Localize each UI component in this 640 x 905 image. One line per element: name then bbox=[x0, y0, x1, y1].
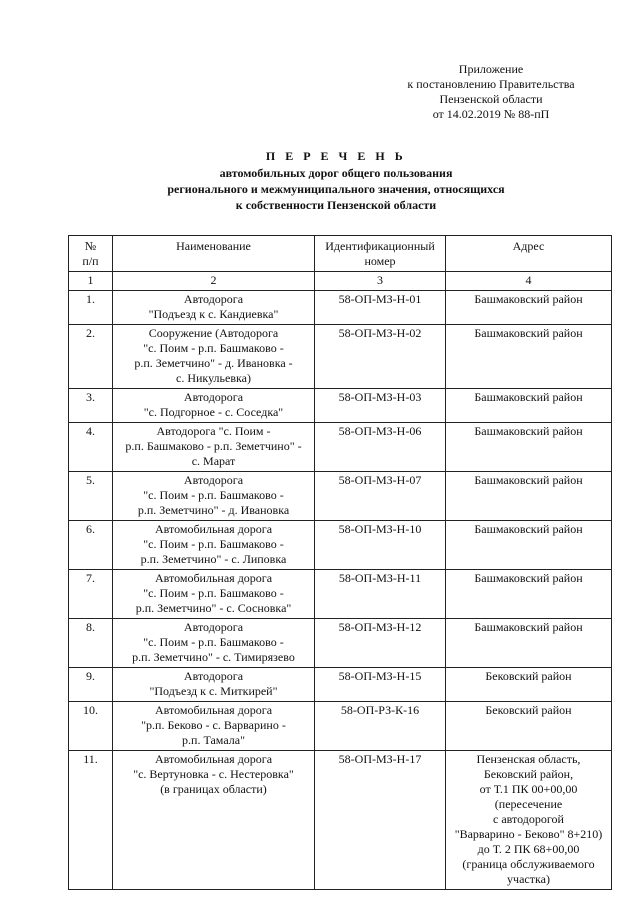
header-name bbox=[113, 236, 315, 272]
road-address-line: Башмаковский район bbox=[474, 424, 583, 438]
column-number: 4 bbox=[446, 272, 612, 291]
appendix-line: Приложение bbox=[458, 62, 524, 76]
road-id: 58-ОП-МЗ-Н-11 bbox=[315, 570, 446, 619]
road-name-line: р.п. Башмаково - р.п. Земетчино" - bbox=[125, 439, 302, 453]
road-id: 58-ОП-МЗ-Н-01 bbox=[315, 291, 446, 325]
road-address bbox=[446, 389, 612, 423]
title-subline: к собственности Пензенской области bbox=[235, 198, 437, 212]
road-name-line: Автомобильная дорога bbox=[154, 522, 273, 536]
road-address-line: Башмаковский район bbox=[474, 326, 583, 340]
road-name-line: "с. Поим - р.п. Башмаково - bbox=[143, 488, 284, 502]
road-address-line: (пересечение bbox=[494, 797, 563, 811]
appendix-line: от 14.02.2019 № 88-пП bbox=[432, 107, 550, 121]
header-line: номер bbox=[364, 254, 396, 268]
column-number: 2 bbox=[113, 272, 315, 291]
column-number-row bbox=[69, 272, 612, 291]
road-address bbox=[446, 521, 612, 570]
road-name bbox=[113, 472, 315, 521]
column-number: 3 bbox=[315, 272, 446, 291]
road-id: 58-ОП-МЗ-Н-10 bbox=[315, 521, 446, 570]
table-row bbox=[69, 668, 612, 702]
road-address-line: участка) bbox=[507, 872, 550, 886]
road-id: 58-ОП-МЗ-Н-12 bbox=[315, 619, 446, 668]
header-line: Идентификационный bbox=[325, 239, 435, 253]
row-number: 4. bbox=[69, 423, 113, 472]
road-name-line: р.п. Земетчино" - с. Сосновка" bbox=[135, 601, 292, 615]
header-id bbox=[315, 236, 446, 272]
road-name bbox=[113, 325, 315, 389]
header-line: п/п bbox=[82, 254, 99, 268]
road-name-line: Автодорога bbox=[183, 669, 244, 683]
road-name-line: "Подъезд к с. Миткирей" bbox=[149, 684, 278, 698]
road-name-line: Автомобильная дорога bbox=[154, 571, 273, 585]
road-address-line: Башмаковский район bbox=[474, 292, 583, 306]
road-address bbox=[446, 423, 612, 472]
road-address bbox=[446, 702, 612, 751]
roads-table bbox=[68, 235, 612, 890]
road-id: 58-ОП-МЗ-Н-07 bbox=[315, 472, 446, 521]
road-address-line: до Т. 2 ПК 68+00,00 bbox=[477, 842, 580, 856]
title-main: П Е Р Е Ч Е Н Ь bbox=[265, 149, 407, 163]
road-name bbox=[113, 702, 315, 751]
road-name-line: р.п. Земетчино" - д. Ивановка - bbox=[134, 356, 293, 370]
road-address-line: Башмаковский район bbox=[474, 390, 583, 404]
road-address bbox=[446, 472, 612, 521]
road-name-line: р.п. Земетчино" - с. Липовка bbox=[140, 552, 287, 566]
road-name-line: "р.п. Беково - с. Варварино - bbox=[141, 718, 286, 732]
road-address-line: "Варварино - Беково" 8+210) bbox=[454, 827, 603, 841]
road-name-line: Автодорога bbox=[183, 292, 244, 306]
road-name bbox=[113, 291, 315, 325]
road-name-line: "с. Вертуновка - с. Нестеровка" bbox=[133, 767, 294, 781]
table-row bbox=[69, 702, 612, 751]
road-id: 58-ОП-МЗ-Н-03 bbox=[315, 389, 446, 423]
road-address bbox=[446, 619, 612, 668]
row-number: 2. bbox=[69, 325, 113, 389]
table-row bbox=[69, 291, 612, 325]
header-line: № bbox=[84, 239, 97, 253]
row-number: 9. bbox=[69, 668, 113, 702]
road-address-line: Бековский район bbox=[485, 703, 572, 717]
table-row bbox=[69, 619, 612, 668]
road-address bbox=[446, 668, 612, 702]
roads-table-body bbox=[69, 291, 612, 890]
row-number: 3. bbox=[69, 389, 113, 423]
road-name-line: Автодорога bbox=[183, 473, 244, 487]
road-address-line: Бековский район bbox=[485, 669, 572, 683]
header-number bbox=[69, 236, 113, 272]
road-name bbox=[113, 570, 315, 619]
road-name-line: с. Никульевка) bbox=[176, 371, 251, 385]
road-name bbox=[113, 619, 315, 668]
row-number: 7. bbox=[69, 570, 113, 619]
road-address bbox=[446, 325, 612, 389]
road-name bbox=[113, 521, 315, 570]
road-name-line: "Подъезд к с. Кандиевка" bbox=[148, 307, 279, 321]
row-number: 5. bbox=[69, 472, 113, 521]
road-address-line: Башмаковский район bbox=[474, 620, 583, 634]
road-name-line: Сооружение (Автодорога bbox=[148, 326, 279, 340]
table-row bbox=[69, 325, 612, 389]
header-line: Адрес bbox=[512, 239, 545, 253]
road-name bbox=[113, 668, 315, 702]
road-address bbox=[446, 291, 612, 325]
road-name-line: р.п. Земетчино" - с. Тимирязево bbox=[132, 650, 295, 664]
road-name-line: р.п. Тамала" bbox=[182, 733, 245, 747]
road-address-line: Бековский район, bbox=[483, 767, 574, 781]
row-number: 11. bbox=[69, 751, 113, 890]
road-address-line: Башмаковский район bbox=[474, 522, 583, 536]
table-row bbox=[69, 570, 612, 619]
title-subline: регионального и межмуниципального значения, относящихся bbox=[167, 182, 505, 196]
header-line: Наименование bbox=[176, 239, 251, 253]
road-id: 58-ОП-МЗ-Н-17 bbox=[315, 751, 446, 890]
road-id: 58-ОП-МЗ-Н-02 bbox=[315, 325, 446, 389]
road-name-line: "с. Поим - р.п. Башмаково - bbox=[143, 635, 284, 649]
road-name-line: Автодорога bbox=[183, 390, 244, 404]
road-name-line: "с. Поим - р.п. Башмаково - bbox=[143, 341, 284, 355]
road-name-line: Автомобильная дорога bbox=[154, 703, 273, 717]
road-address-line: Башмаковский район bbox=[474, 473, 583, 487]
road-name-line: с. Марат bbox=[191, 454, 236, 468]
table-row bbox=[69, 423, 612, 472]
road-name bbox=[113, 423, 315, 472]
row-number: 10. bbox=[69, 702, 113, 751]
header-address bbox=[446, 236, 612, 272]
road-address bbox=[446, 570, 612, 619]
road-name-line: "с. Подгорное - с. Соседка" bbox=[143, 405, 284, 419]
road-name bbox=[113, 389, 315, 423]
road-id: 58-ОП-РЗ-К-16 bbox=[315, 702, 446, 751]
column-number: 1 bbox=[69, 272, 113, 291]
road-name-line: Автомобильная дорога bbox=[154, 752, 273, 766]
road-name-line: Автодорога "с. Поим - bbox=[156, 424, 271, 438]
appendix-header bbox=[380, 62, 602, 122]
road-address-line: (граница обслуживаемого bbox=[462, 857, 595, 871]
row-number: 6. bbox=[69, 521, 113, 570]
road-address-line: Башмаковский район bbox=[474, 571, 583, 585]
table-header-row bbox=[69, 236, 612, 272]
row-number: 1. bbox=[69, 291, 113, 325]
row-number: 8. bbox=[69, 619, 113, 668]
appendix-line: к постановлению Правительства bbox=[407, 77, 575, 91]
road-id: 58-ОП-МЗ-Н-15 bbox=[315, 668, 446, 702]
road-name-line: (в границах области) bbox=[160, 782, 267, 796]
document-title bbox=[120, 148, 552, 213]
road-name bbox=[113, 751, 315, 890]
title-subline: автомобильных дорог общего пользования bbox=[219, 166, 453, 180]
road-address-line: с автодорогой bbox=[493, 812, 564, 826]
road-name-line: "с. Поим - р.п. Башмаково - bbox=[143, 586, 284, 600]
road-address-line: Пензенская область, bbox=[476, 752, 581, 766]
table-row bbox=[69, 472, 612, 521]
table-row bbox=[69, 389, 612, 423]
road-address bbox=[446, 751, 612, 890]
road-id: 58-ОП-МЗ-Н-06 bbox=[315, 423, 446, 472]
table-row bbox=[69, 751, 612, 890]
table-row bbox=[69, 521, 612, 570]
road-address-line: от Т.1 ПК 00+00,00 bbox=[479, 782, 578, 796]
road-name-line: "с. Поим - р.п. Башмаково - bbox=[143, 537, 284, 551]
road-name-line: Автодорога bbox=[183, 620, 244, 634]
road-name-line: р.п. Земетчино" - д. Ивановка bbox=[137, 503, 290, 517]
appendix-line: Пензенской области bbox=[439, 92, 543, 106]
